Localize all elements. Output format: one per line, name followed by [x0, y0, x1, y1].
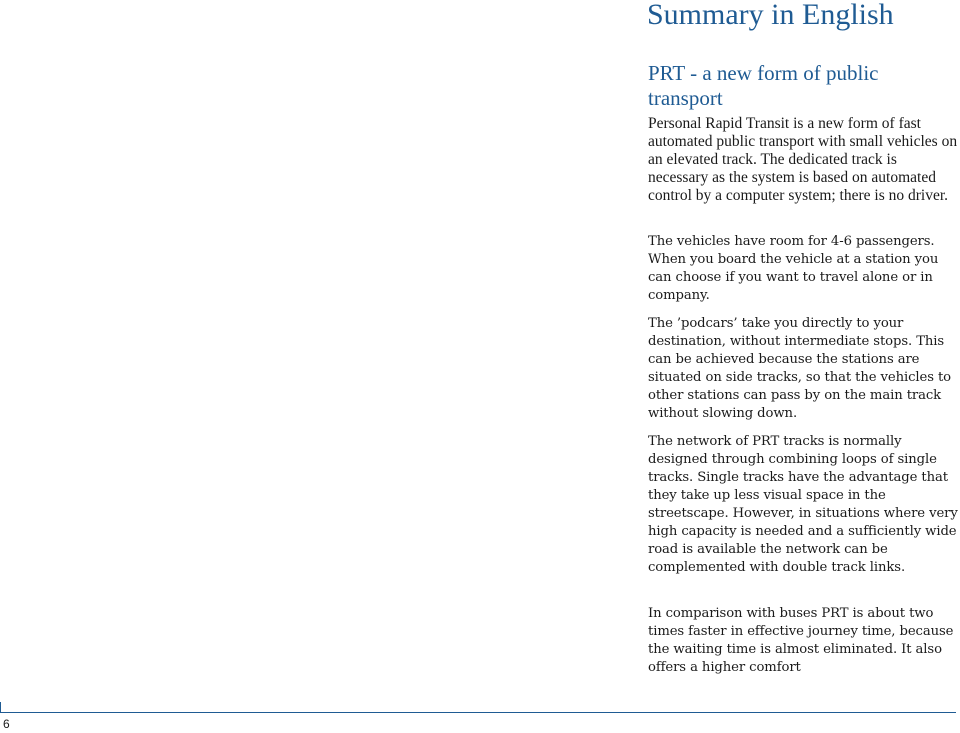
page-number: 6	[3, 717, 10, 731]
page-title: Summary in English	[647, 0, 894, 31]
footer-rule	[0, 712, 956, 713]
paragraph-comparison: In comparison with buses PRT is about two times faster in effective journey time, because the waiting time is almost eliminated. It also offers a higher comfort	[648, 606, 954, 675]
paragraph-intro: Personal Rapid Transit is a new form of fast automated public transport with small vehicles on an elevated track. The dedicated track is necessary as the system is based on automated control by a computer system; there is no driver.	[648, 115, 958, 204]
paragraph-podcars: The ’podcars’ take you directly to your destination, without intermediate stops. This can be achieved because the stations are situated on side tracks, so that the vehicles to other stations can pass by on the main track without slowing down.	[648, 316, 952, 421]
paragraph-network: The network of PRT tracks is normally designed through combining loops of single tracks. Single tracks have the advantage that they take up less visual space in the streetscape. However, in situations where very high capacity is needed and a sufficiently wide road is available the network can be complemented with double track links.	[648, 434, 958, 575]
paragraph-vehicles: The vehicles have room for 4-6 passengers. When you board the vehicle at a station you can choose if you want to travel alone or in company.	[648, 234, 939, 303]
section-heading: PRT - a new form of public transport	[648, 61, 879, 110]
footer-tick	[0, 702, 1, 712]
